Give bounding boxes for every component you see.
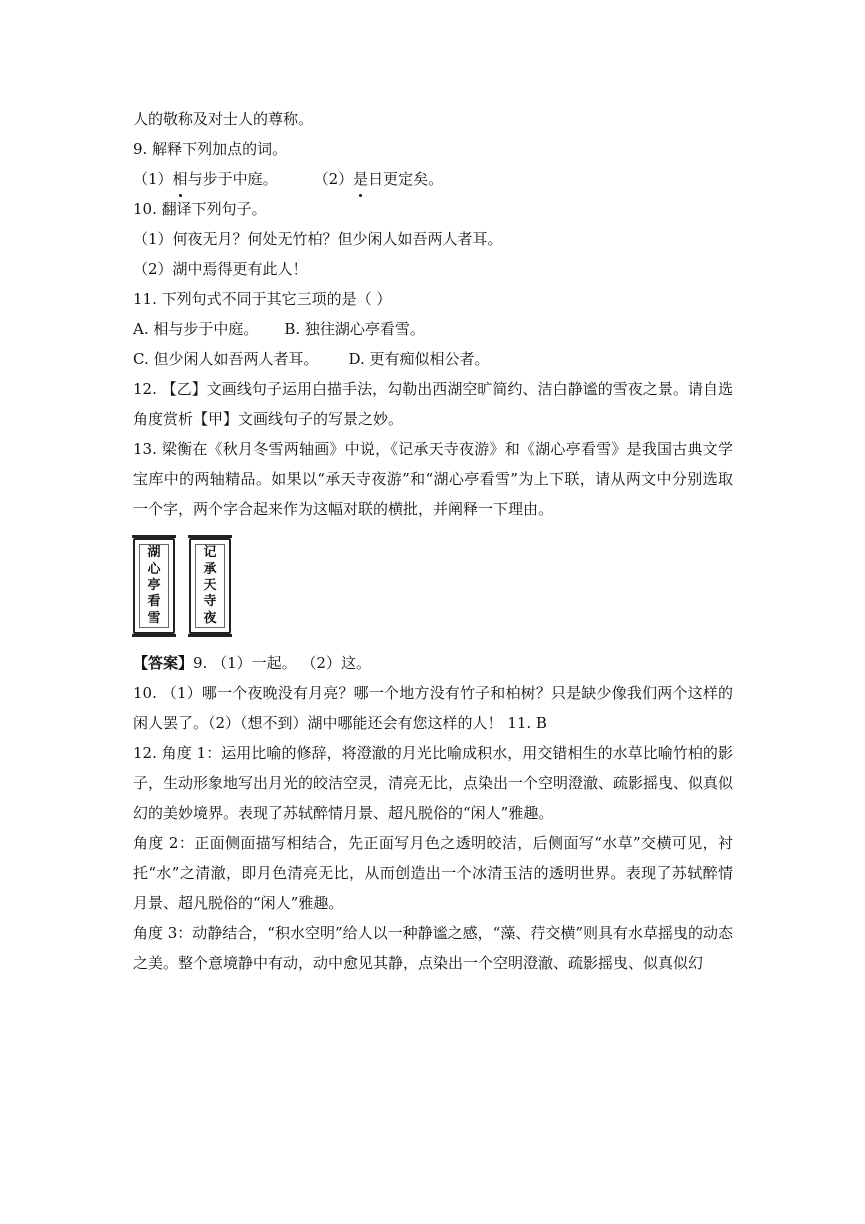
- q9-item-1-rest: 与步于中庭。: [187, 170, 278, 188]
- question-10-item-1: （1）何夜无月？何处无竹柏？但少闲人如吾两人者耳。: [133, 230, 503, 248]
- option-c: C. 但少闲人如吾两人者耳。: [133, 350, 319, 368]
- scroll-right-char-3: 寺: [203, 594, 217, 610]
- option-d: D. 更有痴似相公者。: [348, 350, 490, 368]
- answer-10-11: 10. （1）哪一个夜晚没有月亮？哪一个地方没有竹子和柏树？只是缺少像我们两个这样的闲人罢了。（2）（想不到）湖中哪能还会有您这样的人！ 11. B: [133, 684, 733, 732]
- question-11: 11. 下列句式不同于其它三项的是（ ）: [133, 290, 392, 308]
- answer-9: [133, 648, 733, 678]
- couplet-scrolls-image: [133, 538, 733, 640]
- answer-label: 【答案】: [133, 654, 194, 672]
- scroll-left: [133, 538, 175, 634]
- option-a: A. 相与步于中庭。: [133, 320, 259, 338]
- question-9: 9. 解释下列加点的词。: [133, 140, 288, 158]
- scroll-right-char-2: 天: [203, 577, 217, 593]
- scroll-left-char-3: 看: [147, 594, 161, 610]
- answer-12-angle-1: 12. 角度 1：运用比喻的修辞，将澄澈的月光比喻成积水，用交错相生的水草比喻竹柏的影子，生动形象地写出月光的皎洁空灵，清亮无比，点染出一个空明澄澈、疏影摇曳、似真似幻的美妙境界。表现了苏轼醉情月景、超凡脱俗的“闲人”雅趣。: [133, 744, 734, 822]
- scroll-left-char-0: 湖: [147, 545, 161, 561]
- question-11-options-ab: [133, 314, 733, 344]
- question-10: 10. 翻译下列句子。: [133, 200, 267, 218]
- answer-12-angle-2: 角度 2：正面侧面描写相结合，先正面写月色之透明皎洁，后侧面写“水草”交横可见，衬托“水”之清澈，即月色清亮无比，从而创造出一个冰清玉洁的透明世界。表现了苏轼醉情月景、超凡脱俗的“闲人”雅趣。: [133, 834, 733, 912]
- q9-item-2-dotted-word: 是: [353, 164, 368, 194]
- scroll-left-char-1: 心: [147, 561, 161, 577]
- q9-item-1-dotted-word: 相: [173, 164, 188, 194]
- question-11-options-cd: [133, 344, 733, 374]
- scroll-right-char-4: 夜: [203, 610, 217, 626]
- answer-12-angle-3: 角度 3：动静结合，“积水空明”给人以一种静谧之感，“藻、荇交横”则具有水草摇曳的动态之美。整个意境静中有动，动中愈见其静，点染出一个空明澄澈、疏影摇曳、似真似幻: [133, 924, 733, 972]
- scroll-right-char-0: 记: [203, 545, 217, 561]
- scroll-right-char-1: 承: [203, 561, 217, 577]
- intro-line: 人的敬称及对士人的尊称。: [133, 110, 314, 128]
- q9-item-2-prefix: （2）: [313, 170, 354, 188]
- scroll-left-char-4: 雪: [147, 610, 161, 626]
- q9-item-2-rest: 日更定矣。: [368, 170, 444, 188]
- question-12: 12. 【乙】文画线句子运用白描手法，勾勒出西湖空旷简约、洁白静谧的雪夜之景。请自选角度赏析【甲】文画线句子的写景之妙。: [133, 380, 733, 428]
- question-10-item-2: （2）湖中焉得更有此人！: [133, 260, 308, 278]
- document-body: [133, 104, 733, 978]
- answer-9-text: 9. （1）一起。 （2）这。: [193, 654, 371, 672]
- q9-item-1-prefix: （1）: [133, 170, 173, 188]
- scroll-right: [189, 538, 231, 634]
- question-9-items: [133, 164, 733, 194]
- question-13: 13. 梁衡在《秋月冬雪两轴画》中说，《记承天寺夜游》和《湖心亭看雪》是我国古典文学宝库中的两轴精品。如果以“承天寺夜游”和“湖心亭看雪”为上下联，请从两文中分别选取一个字，两个字合起来作为这幅对联的横批，并阐释一下理由。: [133, 440, 733, 518]
- scroll-left-char-2: 亭: [147, 577, 161, 593]
- option-b: B. 独往湖心亭看雪。: [284, 320, 425, 338]
